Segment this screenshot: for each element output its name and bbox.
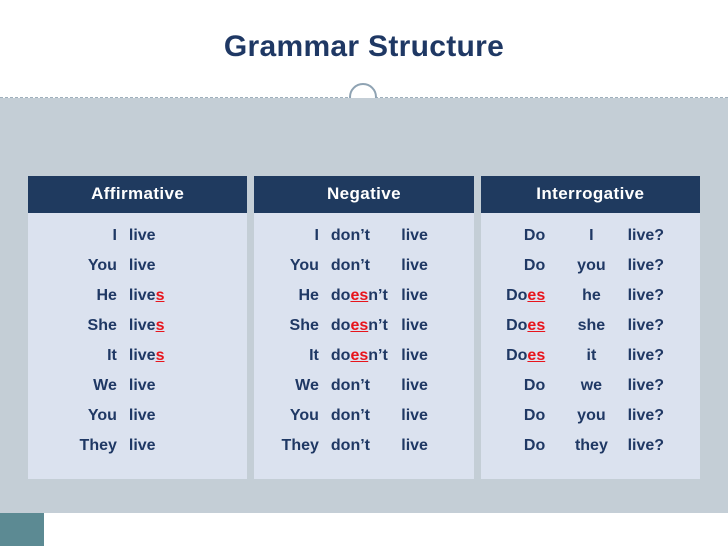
auxiliary-highlight: es (527, 287, 546, 304)
subject-cell: I (589, 227, 594, 244)
verb-cell: live (401, 347, 428, 364)
verb-cell: live? (627, 317, 665, 334)
verb-suffix-highlight: s (155, 317, 165, 334)
auxiliary-cell (481, 257, 556, 275)
auxiliary-highlight: es (350, 347, 369, 364)
verb-cell: live (401, 377, 428, 394)
auxiliary-highlight: es (527, 347, 546, 364)
subject-cell: He (96, 287, 117, 304)
table-row (481, 227, 700, 257)
verb-stem: live (128, 407, 156, 424)
table-row (28, 407, 247, 437)
subject-cell: You (289, 407, 319, 424)
verb-cell: live? (627, 227, 665, 244)
table-row (254, 287, 473, 317)
auxiliary-tail: n’t (368, 317, 388, 334)
auxiliary-tail: ’t (360, 437, 370, 454)
column-header-interrogative: Interrogative (481, 176, 700, 213)
table-row (481, 407, 700, 437)
table-row (254, 437, 473, 467)
table-row (481, 437, 700, 467)
auxiliary-stem: don (330, 257, 361, 274)
verb-cell (129, 317, 247, 335)
auxiliary-cell (481, 407, 556, 425)
auxiliary-tail: ’t (360, 377, 370, 394)
auxiliary-stem: don (330, 227, 361, 244)
verb-suffix-highlight: s (155, 287, 165, 304)
table-row (481, 317, 700, 347)
table-row (28, 347, 247, 377)
column-body-affirmative (28, 213, 247, 479)
verb-cell (129, 287, 247, 305)
auxiliary-tail: n’t (368, 287, 388, 304)
auxiliary-stem: Do (523, 377, 546, 394)
table-row (481, 347, 700, 377)
verb-cell: live (401, 317, 428, 334)
subject-cell: they (574, 437, 608, 454)
verb-cell (129, 227, 247, 245)
auxiliary-cell (481, 317, 556, 335)
table-row (28, 257, 247, 287)
verb-suffix-highlight: s (155, 347, 165, 364)
subject-cell: She (87, 317, 117, 334)
subject-cell: They (79, 437, 117, 454)
auxiliary-cell (329, 407, 401, 425)
verb-cell: live (401, 437, 428, 454)
page-title: Grammar Structure (223, 30, 505, 63)
auxiliary-stem: don (330, 377, 361, 394)
auxiliary-cell (481, 437, 556, 455)
verb-cell (129, 377, 247, 395)
subject-cell: it (586, 347, 597, 364)
auxiliary-cell (329, 257, 401, 275)
auxiliary-cell (481, 287, 556, 305)
column-affirmative (28, 176, 247, 471)
auxiliary-cell (481, 227, 556, 245)
column-body-negative (254, 213, 473, 479)
verb-stem: live (128, 287, 156, 304)
verb-cell: live? (627, 347, 665, 364)
table-row (28, 317, 247, 347)
column-interrogative (481, 176, 700, 471)
subject-cell: You (87, 407, 117, 424)
verb-cell: live? (627, 377, 665, 394)
auxiliary-stem: Do (506, 317, 528, 334)
subject-cell: It (107, 347, 117, 364)
verb-stem: live (128, 377, 156, 394)
auxiliary-highlight: es (350, 287, 369, 304)
subject-cell: It (309, 347, 319, 364)
subject-cell: We (295, 377, 319, 394)
auxiliary-cell (481, 347, 556, 365)
verb-cell: live? (627, 257, 665, 274)
verb-stem: live (128, 317, 156, 334)
table-row (254, 377, 473, 407)
subject-cell: you (577, 407, 606, 424)
table-row (28, 227, 247, 257)
auxiliary-stem: do (330, 347, 351, 364)
subject-cell: he (582, 287, 601, 304)
table-row (254, 227, 473, 257)
auxiliary-cell (329, 377, 401, 395)
auxiliary-cell (329, 347, 401, 365)
subject-cell: They (281, 437, 319, 454)
subject-cell: we (580, 377, 603, 394)
verb-stem: live (128, 227, 156, 244)
verb-cell: live (401, 257, 428, 274)
verb-cell: live? (627, 287, 665, 304)
verb-cell: live (401, 407, 428, 424)
auxiliary-cell (329, 317, 401, 335)
auxiliary-stem: Do (523, 407, 546, 424)
column-header-negative: Negative (254, 176, 473, 213)
auxiliary-stem: do (330, 317, 351, 334)
auxiliary-cell (329, 437, 401, 455)
slide-footer (0, 513, 728, 546)
subject-cell: She (289, 317, 319, 334)
verb-stem: live (128, 347, 156, 364)
auxiliary-cell (329, 287, 401, 305)
auxiliary-stem: do (330, 287, 351, 304)
subject-cell: you (577, 257, 606, 274)
verb-cell: live? (627, 407, 665, 424)
footer-accent-bar (0, 513, 44, 546)
table-row (28, 377, 247, 407)
verb-cell (129, 437, 247, 455)
auxiliary-highlight: es (350, 317, 369, 334)
table-row (481, 377, 700, 407)
subject-cell: I (112, 227, 117, 244)
auxiliary-stem: Do (506, 347, 528, 364)
verb-cell: live (401, 227, 428, 244)
auxiliary-tail: ’t (360, 407, 370, 424)
table-row (254, 347, 473, 377)
auxiliary-tail: n’t (368, 347, 388, 364)
verb-cell: live (401, 287, 428, 304)
verb-cell (129, 407, 247, 425)
subject-cell: I (314, 227, 319, 244)
auxiliary-cell (329, 227, 401, 245)
table-row (481, 257, 700, 287)
table-row (28, 287, 247, 317)
subject-cell: We (93, 377, 117, 394)
auxiliary-stem: Do (523, 437, 546, 454)
verb-cell (129, 347, 247, 365)
auxiliary-stem: Do (523, 257, 546, 274)
verb-cell: live? (627, 437, 665, 454)
auxiliary-stem: don (330, 407, 361, 424)
table-row (254, 257, 473, 287)
auxiliary-tail: ’t (360, 257, 370, 274)
table-row (28, 437, 247, 467)
verb-stem: live (128, 437, 156, 454)
auxiliary-stem: don (330, 437, 361, 454)
table-row (254, 317, 473, 347)
auxiliary-highlight: es (527, 317, 546, 334)
verb-stem: live (128, 257, 156, 274)
subject-cell: she (577, 317, 606, 334)
subject-cell: You (87, 257, 117, 274)
auxiliary-tail: ’t (360, 227, 370, 244)
column-body-interrogative (481, 213, 700, 479)
verb-cell (129, 257, 247, 275)
auxiliary-stem: Do (506, 287, 528, 304)
conjugation-table (28, 176, 700, 471)
subject-cell: You (289, 257, 319, 274)
auxiliary-stem: Do (523, 227, 546, 244)
column-header-affirmative: Affirmative (28, 176, 247, 213)
auxiliary-cell (481, 377, 556, 395)
column-negative (254, 176, 473, 471)
table-row (481, 287, 700, 317)
subject-cell: He (298, 287, 319, 304)
table-row (254, 407, 473, 437)
